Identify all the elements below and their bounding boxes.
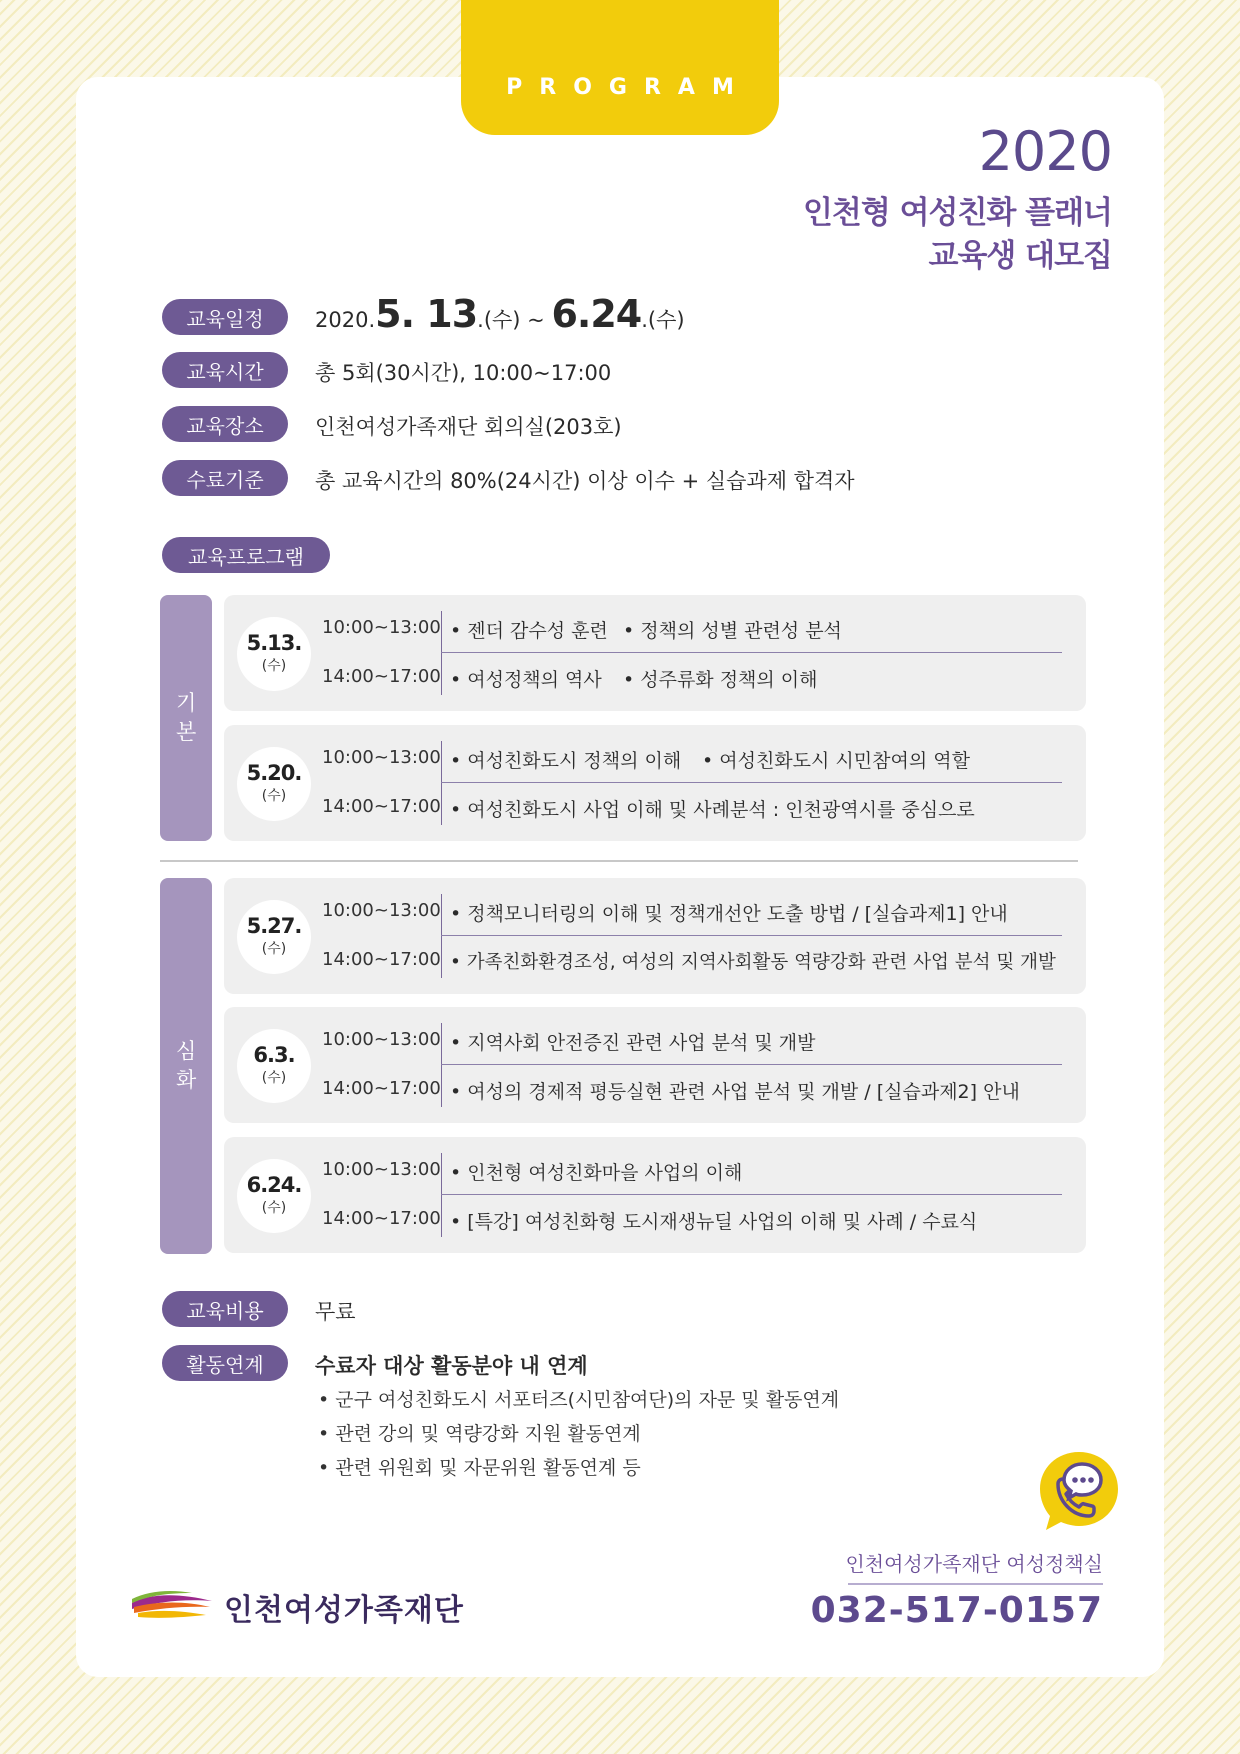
basic-label-2: 본: [176, 720, 197, 744]
contact-phone: 032-517-0157: [810, 1590, 1103, 1631]
session-date-badge: [237, 1029, 311, 1103]
advanced-label-1: 심: [176, 1039, 197, 1063]
program-tab-label: PROGRAM: [506, 75, 751, 100]
org-name: 인천여성가족재단: [224, 1593, 464, 1628]
session-vertical-divider: [441, 741, 442, 825]
session-date: 5.13.: [246, 631, 302, 655]
session-time-am: 10:00~13:00: [322, 747, 441, 768]
session-topic: • 여성정책의 역사: [450, 669, 602, 691]
session-weekday: (수): [261, 788, 287, 804]
session-topic: • [특강] 여성친화형 도시재생뉴딜 사업의 이해 및 사례 / 수료식: [450, 1211, 978, 1233]
title-line-1: 인천형 여성친화 플래너: [802, 195, 1112, 231]
title-year: 2020: [978, 120, 1112, 183]
session-vertical-divider: [441, 894, 442, 978]
session-card: [224, 725, 1086, 841]
session-time-pm: 14:00~17:00: [322, 796, 441, 817]
start-month: 5: [375, 292, 401, 336]
session-horizontal-divider: [441, 1194, 1062, 1195]
session-vertical-divider: [441, 611, 442, 695]
phone-chat-icon: [1036, 1448, 1122, 1534]
place-label: 교육장소: [162, 406, 288, 442]
logo-mark-icon: [130, 1587, 214, 1627]
session-time-am: 10:00~13:00: [322, 900, 441, 921]
start-weekday: .(수) ~: [477, 308, 552, 332]
session-topic: • 여성친화도시 정책의 이해: [450, 750, 682, 772]
session-topic: • 정책의 성별 관련성 분석: [623, 620, 842, 642]
session-horizontal-divider: [441, 1064, 1062, 1065]
session-topic: • 젠더 감수성 훈련: [450, 620, 608, 642]
session-date-badge: [237, 617, 311, 691]
session-horizontal-divider: [441, 782, 1062, 783]
session-date: 6.24.: [246, 1173, 302, 1197]
schedule-label: 교육일정: [162, 299, 288, 335]
session-horizontal-divider: [441, 652, 1062, 653]
session-topic: • 여성친화도시 시민참여의 역할: [702, 750, 970, 772]
session-date: 5.20.: [246, 761, 302, 785]
end-month: 6: [551, 292, 577, 336]
session-date-badge: [237, 900, 311, 974]
place-value: 인천여성가족재단 회의실(203호): [315, 415, 622, 439]
session-time-pm: 14:00~17:00: [322, 949, 441, 970]
session-time-am: 10:00~13:00: [322, 1159, 441, 1180]
list-item: • 관련 강의 및 역량강화 지원 활동연계: [318, 1423, 641, 1445]
session-horizontal-divider: [441, 935, 1062, 936]
session-card: [224, 1007, 1086, 1123]
session-date: 6.3.: [253, 1043, 295, 1067]
session-time-am: 10:00~13:00: [322, 1029, 441, 1050]
time-label: 교육시간: [162, 352, 288, 388]
time-value: 총 5회(30시간), 10:00~17:00: [315, 361, 612, 385]
list-item: • 관련 위원회 및 자문위원 활동연계 등: [318, 1457, 641, 1479]
basic-bar: [160, 595, 212, 841]
session-time-pm: 14:00~17:00: [322, 1208, 441, 1229]
link-label: 활동연계: [162, 1345, 288, 1381]
schedule-value: 2020.5. 13.(수) ~ 6.24.(수): [315, 292, 685, 336]
activity-list: [318, 1385, 839, 1487]
session-time-pm: 14:00~17:00: [322, 1078, 441, 1099]
session-weekday: (수): [261, 941, 287, 957]
criteria-label: 수료기준: [162, 460, 288, 496]
end-weekday: .(수): [641, 308, 685, 332]
session-card: [224, 878, 1086, 994]
link-value: 수료자 대상 활동분야 내 연계: [315, 1354, 588, 1378]
session-date-badge: [237, 747, 311, 821]
session-date-badge: [237, 1159, 311, 1233]
schedule-prefix: 2020.: [315, 308, 376, 332]
section-divider: [160, 860, 1078, 862]
title-line-2: 교육생 대모집: [928, 238, 1112, 274]
session-vertical-divider: [441, 1023, 442, 1107]
program-tab: [461, 0, 779, 135]
session-weekday: (수): [261, 1070, 287, 1086]
cost-value: 무료: [315, 1300, 356, 1324]
advanced-bar: [160, 878, 212, 1254]
session-weekday: (수): [261, 658, 287, 674]
session-vertical-divider: [441, 1153, 442, 1237]
session-topic: • 인천형 여성친화마을 사업의 이해: [450, 1162, 743, 1184]
list-item: • 군구 여성친화도시 서포터즈(시민참여단)의 자문 및 활동연계: [318, 1389, 840, 1411]
session-topic: • 정책모니터링의 이해 및 정책개선안 도출 방법 / [실습과제1] 안내: [450, 903, 1008, 925]
contact-divider: [848, 1583, 1103, 1585]
contact-name: 인천여성가족재단 여성정책실: [845, 1552, 1103, 1576]
basic-label-1: 기: [176, 691, 197, 715]
session-topic: • 성주류화 정책의 이해: [623, 669, 818, 691]
session-weekday: (수): [261, 1200, 287, 1216]
advanced-label-2: 화: [176, 1068, 197, 1092]
session-card: [224, 595, 1086, 711]
start-day: 13: [426, 292, 478, 336]
session-date: 5.27.: [246, 914, 302, 938]
session-topic: • 가족친화환경조성, 여성의 지역사회활동 역량강화 관련 사업 분석 및 개발: [450, 952, 1056, 973]
session-time-pm: 14:00~17:00: [322, 666, 441, 687]
org-logo: [130, 1585, 464, 1629]
criteria-value: 총 교육시간의 80%(24시간) 이상 이수 + 실습과제 합격자: [315, 469, 855, 493]
session-time-am: 10:00~13:00: [322, 617, 441, 638]
end-day: 24: [590, 292, 642, 336]
session-card: [224, 1137, 1086, 1253]
session-topic: • 여성의 경제적 평등실현 관련 사업 분석 및 개발 / [실습과제2] 안내: [450, 1081, 1020, 1103]
program-label: 교육프로그램: [162, 537, 330, 573]
session-topic: • 여성친화도시 사업 이해 및 사례분석 : 인천광역시를 중심으로: [450, 799, 975, 821]
session-topic: • 지역사회 안전증진 관련 사업 분석 및 개발: [450, 1032, 816, 1054]
cost-label: 교육비용: [162, 1291, 288, 1327]
